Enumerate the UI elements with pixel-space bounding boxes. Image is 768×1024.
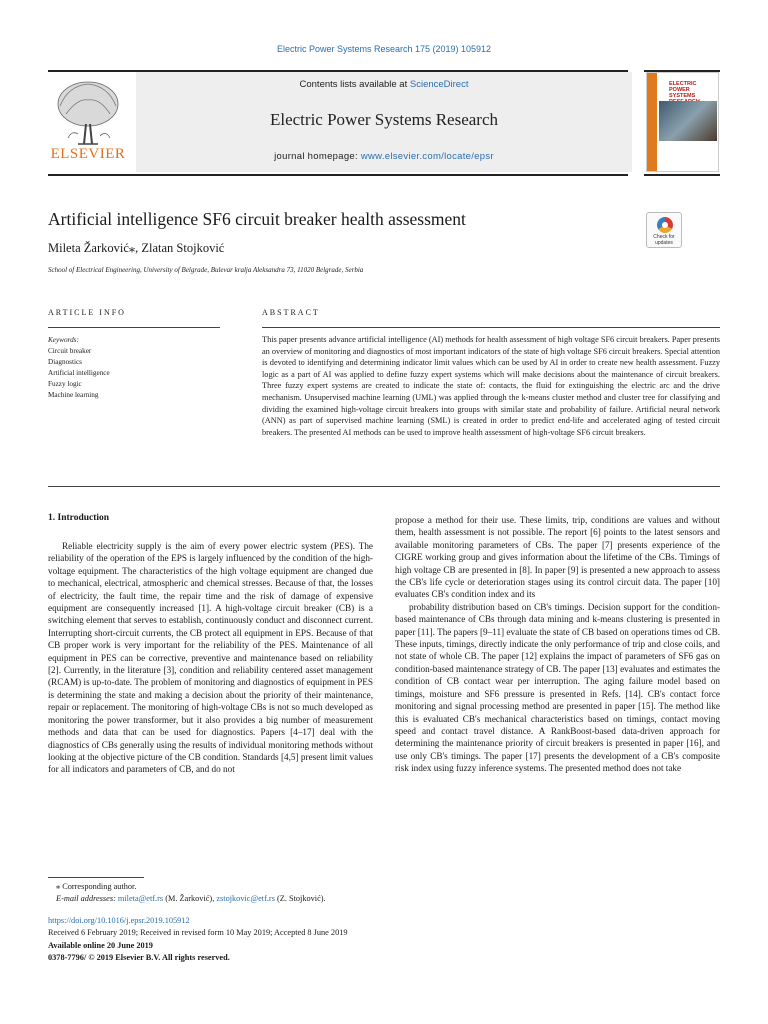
introduction-heading: 1. Introduction <box>48 513 110 523</box>
affiliation: School of Electrical Engineering, University of Belgrade, Bulevar kralja Aleksandra 73, 11020 Belgrade, Serbia <box>48 266 364 274</box>
abstract-bottom-rule <box>48 486 720 487</box>
abstract-rule <box>262 327 720 328</box>
copyright-line: 0378-7796/ © 2019 Elsevier B.V. All rights reserved. <box>48 953 230 963</box>
author-list: Mileta Žarković⁎, Zlatan Stojković <box>48 241 225 255</box>
check-updates-label: Check for updates <box>653 234 675 246</box>
contents-prefix: Contents lists available at <box>299 79 410 90</box>
email-label: E-mail addresses: <box>56 894 118 904</box>
cover-image <box>659 101 717 141</box>
intro-paragraph: probability distribution based on CB's timings. Decision support for the condition-based maintenance of CBs through data mining and k-means clustering is presented in paper [11]. The papers [9–11] evaluate the state of CB based on operations times od CB. These inputs, timings, directly indicate the only performance of trip and close coils, and not state of whole CB. The paper [12] explains the impact of parameters of SF6 gas on condition-based maintenance strategy of CB. The paper [13] evaluates and estimates the condition of CB contact wear per interruption. The aging failure model based on timings, moisture and SF6 pressure is presented in Refs. [14]. CB's contact force monitoring and signal processing method are presented in paper [15]. The method like this is evaluated CB's mechanical characteristics based on timings, contact moving speed and contact travel distance. A RankBoost-based data-driven approach for determining the maintenance priority of circuit breakers is presented in paper [16], and use only CB's timings. The paper [17] presents the development of a CB's composite risk index using fuzzy inference systems. The presented method does not take <box>395 601 720 774</box>
publication-info <box>48 915 348 965</box>
journal-reference-link[interactable]: Electric Power Systems Research 175 (2019) 105912 <box>276 44 492 54</box>
cover-bottom-rule <box>644 174 720 176</box>
keyword: Diagnostics <box>48 358 82 366</box>
abstract-text: This paper presents advance artificial intelligence (AI) methods for health assessment of high voltage SF6 circuit breakers. Paper presents an overview of monitoring and diagnostics of most important indicators of the state of high voltage SF6 circuit breakers. Special attention is devoted to identifying and determining indicator limit values which can be used by AI in order to create new health assessment. Fuzzy logic as a part of AI was applied to define fuzzy expert systems which will make decisions about the maintenance of circuit breakers. Three fuzzy expert systems are created to indicate the state of: contacts, the fluid for extinguishing the electric arc and the drive mechanism. Unsupervised machine learning (UML) was applied through the k-means cluster method and cluster tree for classifying and dividing the examined high-voltage circuit breakers into groups with similar state and probability of failure. Artificial neural network (ANN) as part of supervised machine learning (SML) is created in order to predict end-life and accelerated aging of tested circuit breakers. The presented AI methods can be used to improve health assessment of high-voltage SF6 circuit breakers. <box>262 335 720 437</box>
keyword: Artificial intelligence <box>48 369 110 377</box>
intro-paragraph: Reliable electricity supply is the aim of every power electric system (PES). The reliability of the operation of the EPS is largely influenced by the condition of the high-voltage equipment. The characteristics of the high voltage equipment are changed due to mechanical, electrical, atmospheric and chemical stresses. Because of that, the losses of electricity, the fault time, the repair time and the risk of damage of expensive equipment are consequently increased [1]. A high-voltage circuit breaker (CB) is a switching element that serves to establish, continuously conduct and disconnect current. Interrupting short-circuit currents, the CB protect all equipment in EPS. Because of that CB proper work is very important for the reliability of the PES. Maintenance of all equipment in PES can be corrective, preventive and maintenance based on reliability [2]. Currently, in the literature [3], condition and reliability centered asset management (RCAM) is up-to-date. The problem of monitoring and diagnostics of equipment in PES is determining the state and making a decision about the priority of their maintenance, repair or replacement. The monitoring of high-voltage CBs is not so much developed as monitoring the power transformer, but it also provides a big number of measurement methods and data that can be used for diagnostics. Papers [4–17] deal with the diagnostics of CBs generally using the results of individual monitoring methods without looking at the objective picture of the CB condition. Standards [4,5] present limit values for all indicators and parameters of CB, and do not <box>48 541 373 775</box>
check-for-updates-button[interactable] <box>646 212 682 248</box>
email-line <box>48 893 326 905</box>
cover-title: ELECTRIC POWER SYSTEMS <box>669 81 697 99</box>
body-column-right <box>395 514 720 775</box>
article-info-rule <box>48 327 220 328</box>
keyword: Machine learning <box>48 391 99 399</box>
journal-title: Electric Power Systems Research <box>269 110 498 129</box>
email-link-2[interactable]: zstojkovic@etf.rs <box>216 894 275 904</box>
abstract-heading: ABSTRACT <box>262 308 320 317</box>
keyword: Circuit breaker <box>48 347 92 355</box>
header-bottom-rule <box>48 174 628 176</box>
contents-line <box>136 79 632 90</box>
publisher-name: ELSEVIER <box>50 146 126 162</box>
received-dates: Received 6 February 2019; Received in revised form 10 May 2019; Accepted 8 June 2019 <box>48 928 348 938</box>
email-name-1: (M. Žarković), <box>163 894 217 904</box>
footnote-rule <box>48 877 144 878</box>
homepage-line <box>136 151 632 162</box>
article-info-heading: ARTICLE INFO <box>48 308 126 317</box>
journal-homepage-link[interactable]: www.elsevier.com/locate/epsr <box>360 151 494 162</box>
footnotes <box>48 881 326 905</box>
keywords-list <box>48 335 110 401</box>
keywords-label: Keywords: <box>48 336 79 344</box>
corresponding-author-note: ⁎ Corresponding author. <box>56 882 137 891</box>
body-column-left <box>48 540 373 776</box>
email-name-2: (Z. Stojković). <box>274 894 326 904</box>
cover-strip <box>647 73 657 172</box>
intro-paragraph-continued: propose a method for their use. These limits, trip, conditions are values and without them, health assessment is not possible. The report [6] points to the latest sensors and available monitoring parameters of CBs. The paper [7] presents experience of the CIGRE working group and gives information about the lifetime of the CBs. Timings of high voltage CB are presented in [8]. In paper [9] is presented a new approach to assess the CB's life cycle or deterioration stages using its control circuit data. The paper [10] evaluates CB's condition index and its <box>395 515 720 600</box>
doi-link[interactable]: https://doi.org/10.1016/j.epsr.2019.105912 <box>48 916 190 925</box>
check-updates-icon <box>657 217 673 233</box>
journal-cover-thumbnail[interactable] <box>646 72 719 172</box>
article-title: Artificial intelligence SF6 circuit breaker health assessment <box>48 209 466 229</box>
sciencedirect-link[interactable]: ScienceDirect <box>409 79 469 90</box>
keyword: Fuzzy logic <box>48 380 82 388</box>
email-link-1[interactable]: mileta@etf.rs <box>117 894 164 904</box>
available-online-date: Available online 20 June 2019 <box>48 940 153 950</box>
homepage-prefix: journal homepage: <box>274 151 361 162</box>
